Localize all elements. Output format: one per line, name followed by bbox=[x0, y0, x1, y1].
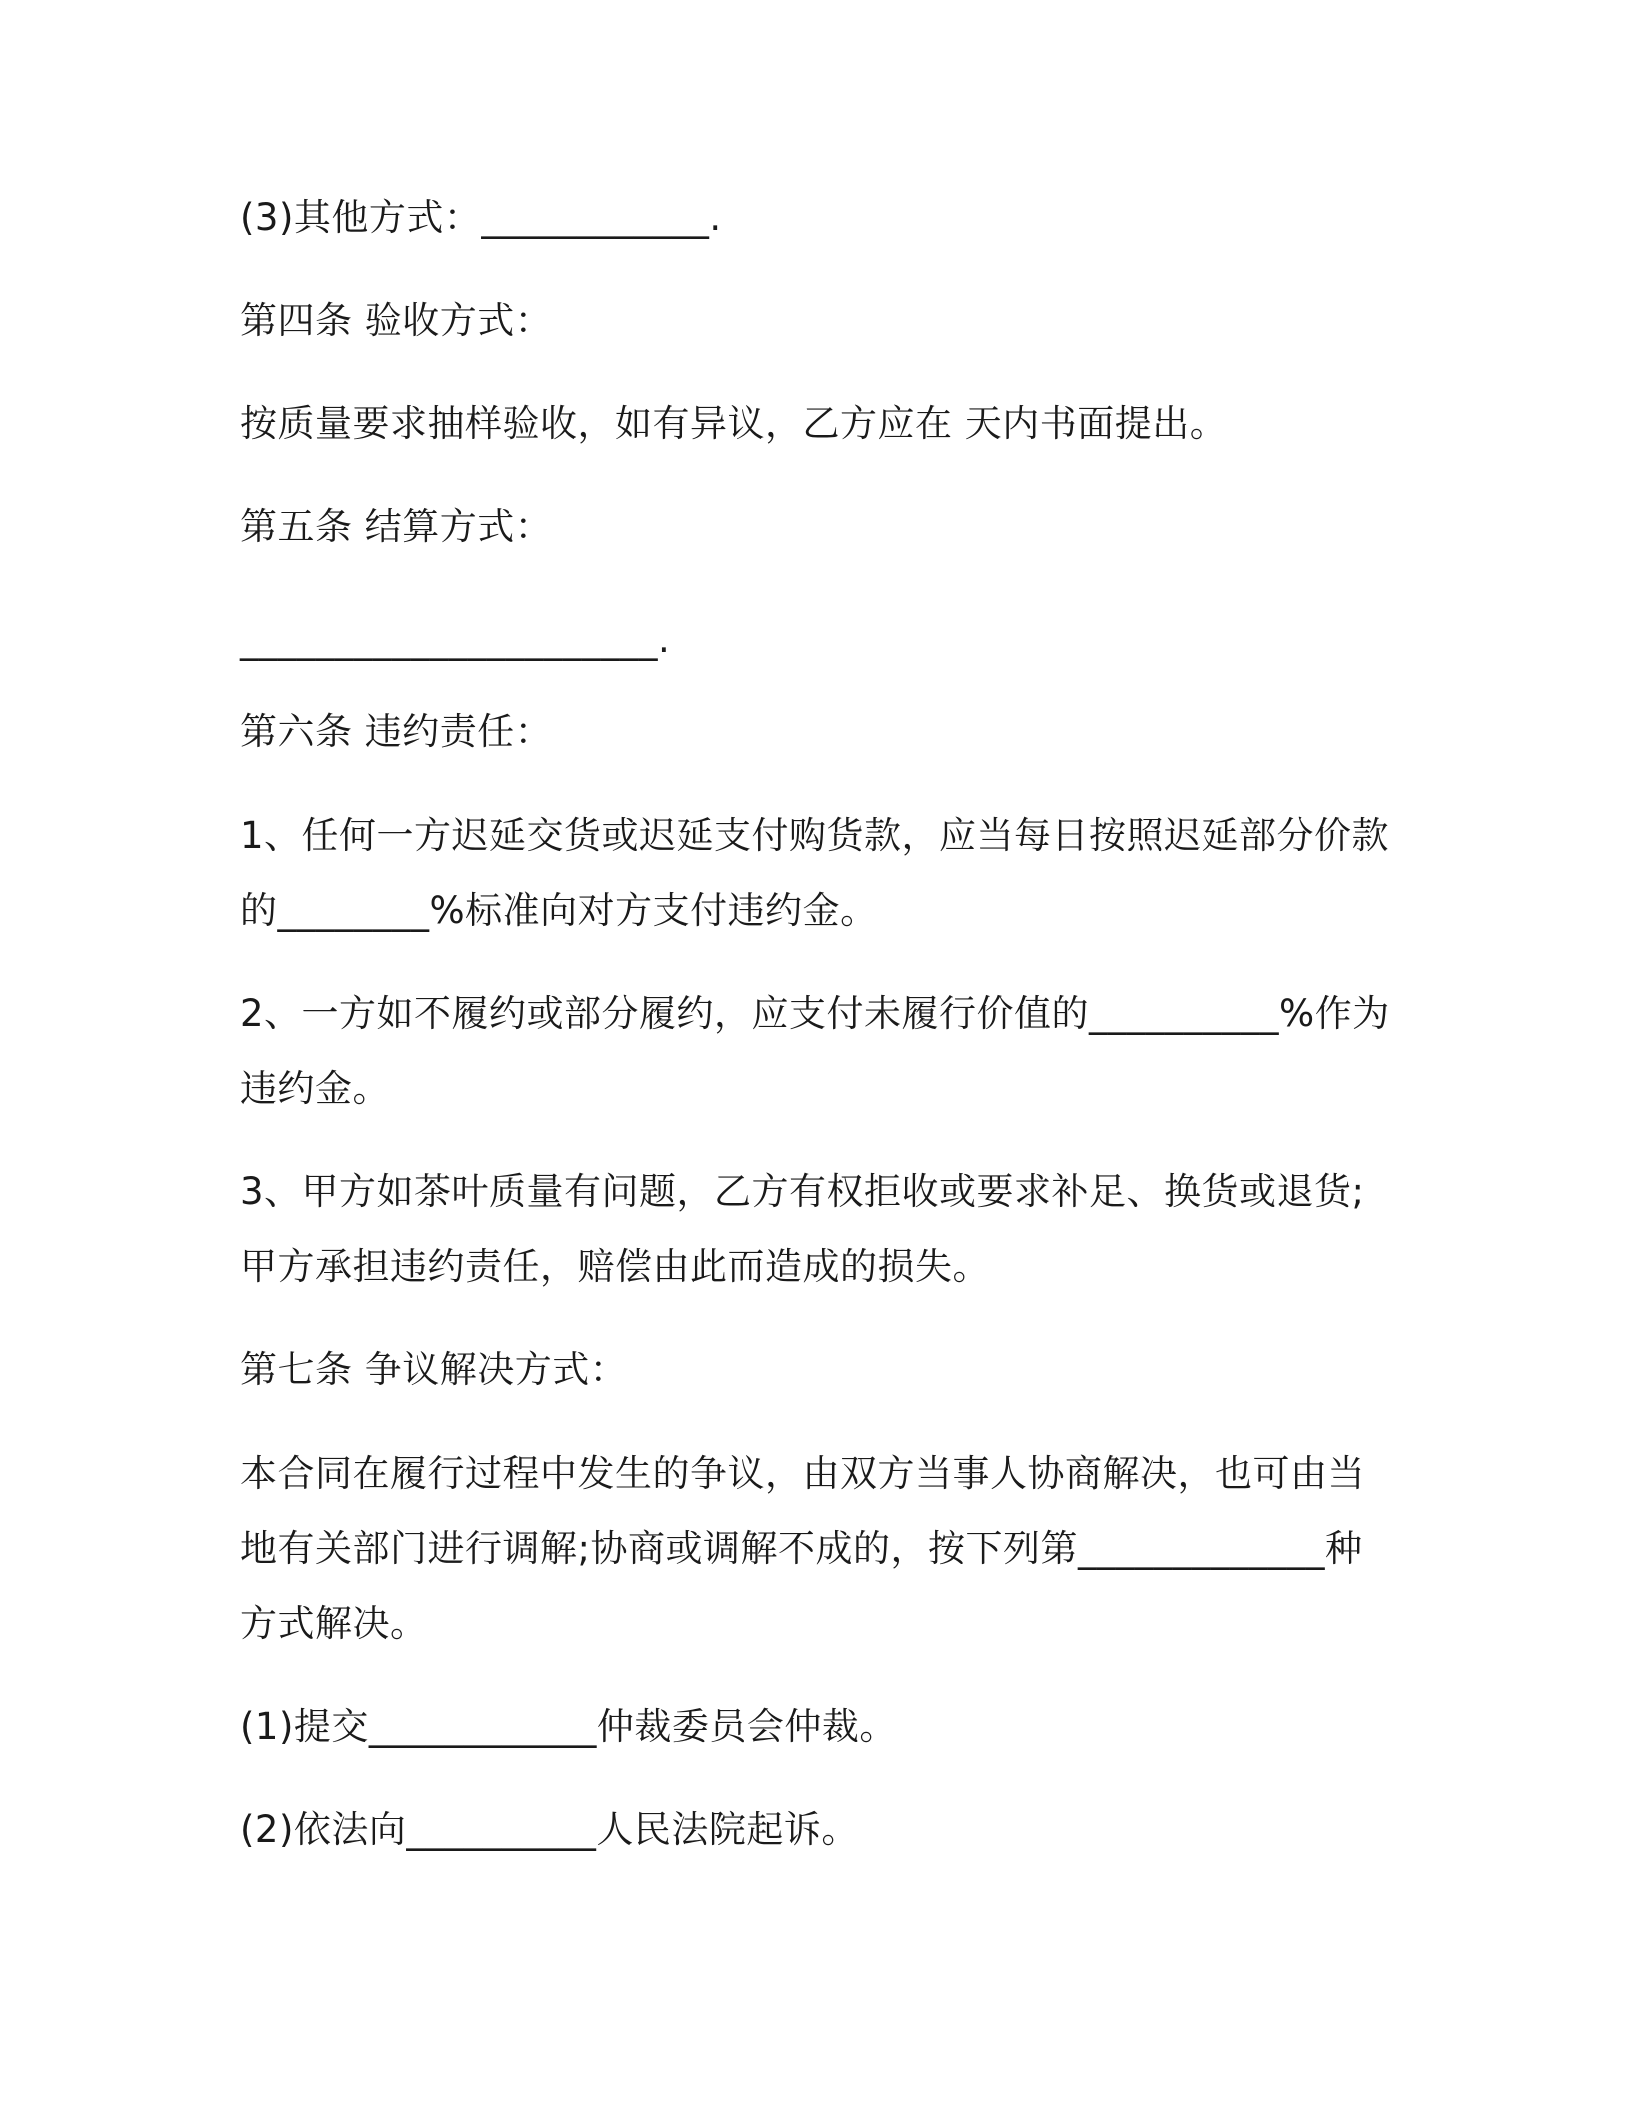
article-6-item-1-line-2: 的________%标准向对方支付违约金。 bbox=[240, 889, 878, 932]
article-6-heading: 第六条 违约责任： bbox=[240, 710, 553, 753]
article-4-heading: 第四条 验收方式： bbox=[240, 299, 553, 342]
article-7-option-2: (2)依法向__________人民法院起诉。 bbox=[240, 1808, 859, 1851]
article-6-item-3-line-2: 甲方承担违约责任，赔偿由此而造成的损失。 bbox=[240, 1245, 990, 1288]
article-4-text: 按质量要求抽样验收，如有异议，乙方应在 天内书面提出。 bbox=[240, 402, 1228, 445]
article-6-item-1-line-1: 1、任何一方迟延交货或迟延支付购货款，应当每日按照迟延部分价款 bbox=[240, 814, 1390, 857]
article-6-item-2-line-2: 违约金。 bbox=[240, 1067, 390, 1110]
article-7-text-line-3: 方式解决。 bbox=[240, 1602, 428, 1645]
article-7-heading: 第七条 争议解决方式： bbox=[240, 1348, 628, 1391]
clause-3-other-method: (3)其他方式：____________. bbox=[240, 196, 722, 239]
article-7-text-line-1: 本合同在履行过程中发生的争议，由双方当事人协商解决，也可由当 bbox=[240, 1452, 1365, 1495]
article-5-heading: 第五条 结算方式： bbox=[240, 505, 553, 548]
article-7-option-1: (1)提交____________仲裁委员会仲裁。 bbox=[240, 1705, 897, 1748]
article-5-blank: ______________________. bbox=[240, 618, 671, 661]
article-6-item-2-line-1: 2、一方如不履约或部分履约，应支付未履行价值的__________%作为 bbox=[240, 992, 1390, 1035]
article-7-text-line-2: 地有关部门进行调解;协商或调解不成的，按下列第_____________种 bbox=[240, 1527, 1363, 1570]
article-6-item-3-line-1: 3、甲方如茶叶质量有问题，乙方有权拒收或要求补足、换货或退货; bbox=[240, 1170, 1365, 1213]
